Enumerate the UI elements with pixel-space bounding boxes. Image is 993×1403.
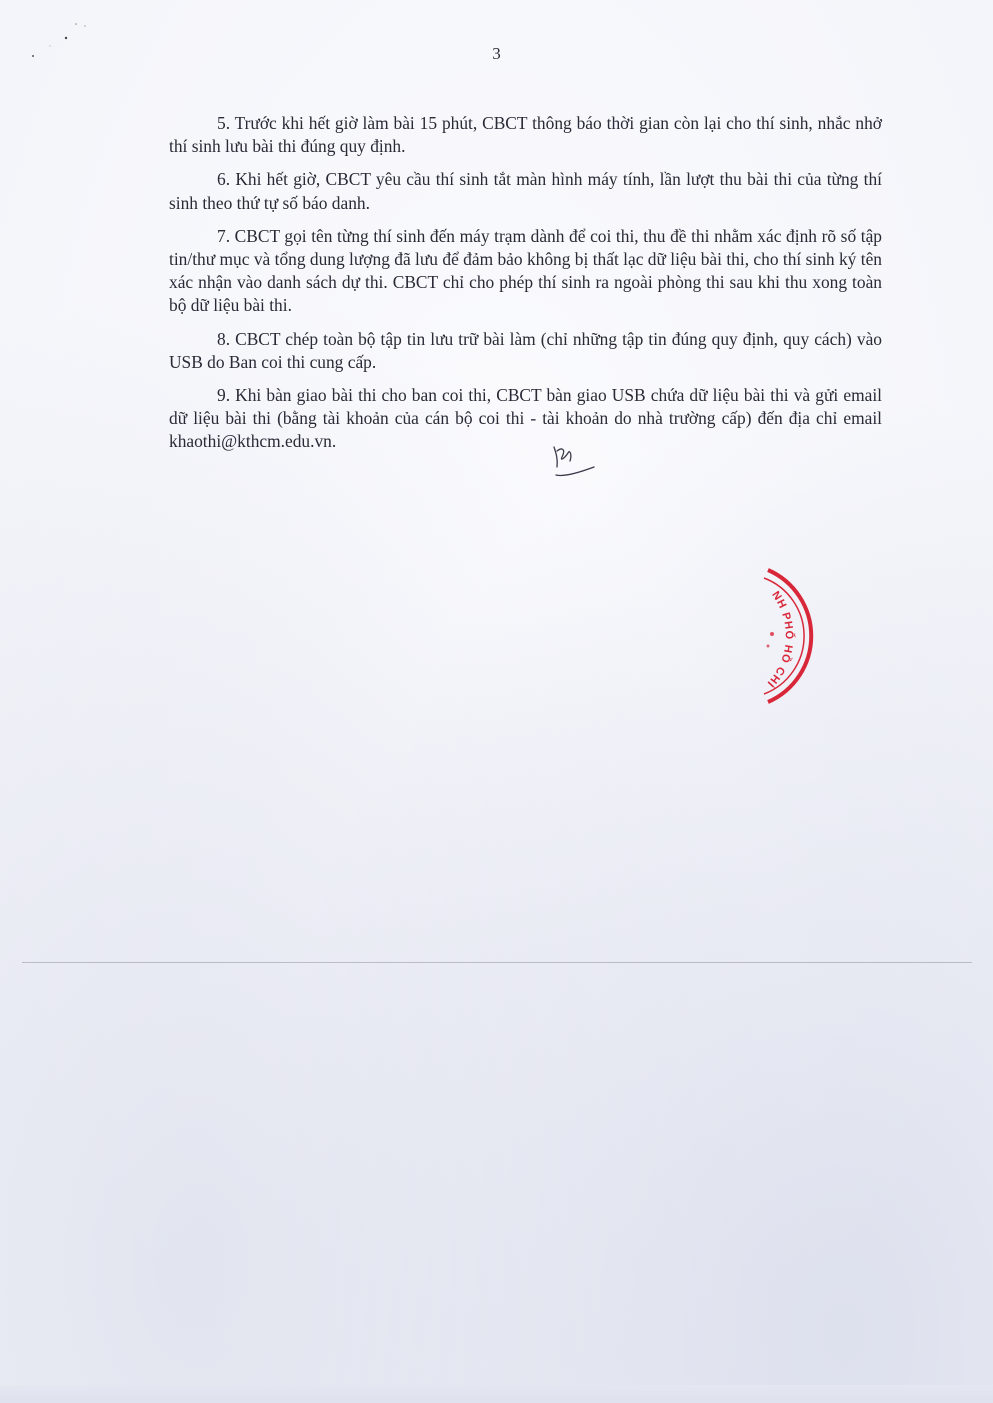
document-body xyxy=(169,112,882,464)
paragraph-item-9: 9. Khi bàn giao bài thi cho ban coi thi, CBCT bàn giao USB chứa dữ liệu bài thi và gửi email dữ liệu bài thi (bằng tài khoản của cán bộ coi thi - tài khoản do nhà trường cấp) đến địa chỉ email khaothi@kthcm.edu.vn. xyxy=(169,385,882,452)
initials-signature xyxy=(548,437,598,482)
paragraph-item-5: 5. Trước khi hết giờ làm bài 15 phút, CBCT thông báo thời gian còn lại cho thí sinh, nhắc nhở thí sinh lưu bài thi đúng quy định. xyxy=(169,113,882,157)
scan-bottom-edge xyxy=(0,1385,993,1403)
stamp-text: NH PHỐ HỒ CHÍ xyxy=(764,589,795,690)
official-seal-stamp xyxy=(748,566,818,706)
page-number: 3 xyxy=(492,44,501,63)
svg-text:NH PHỐ HỒ CHÍ xyxy=(764,589,797,690)
paragraph-item-8: 8. CBCT chép toàn bộ tập tin lưu trữ bài làm (chỉ những tập tin đúng quy định, quy cách) vào USB do Ban coi thi cung cấp. xyxy=(169,328,882,372)
page-divider xyxy=(22,962,972,963)
paragraph-item-6: 6. Khi hết giờ, CBCT yêu cầu thí sinh tắt màn hình máy tính, lần lượt thu bài thi của từng thí sinh theo thứ tự số báo danh. xyxy=(169,169,882,213)
paragraph-item-7: 7. CBCT gọi tên từng thí sinh đến máy trạm dành để coi thi, thu đề thi nhằm xác định rõ số tập tin/thư mục và tổng dung lượng đã lưu để đảm bảo không bị thất lạc dữ liệu bài thi, cho thí sinh ký tên xác nhận vào danh sách dự thi. CBCT chỉ cho phép thí sinh ra ngoài phòng thi sau khi thu xong toàn bộ dữ liệu bài thi. xyxy=(169,225,882,316)
